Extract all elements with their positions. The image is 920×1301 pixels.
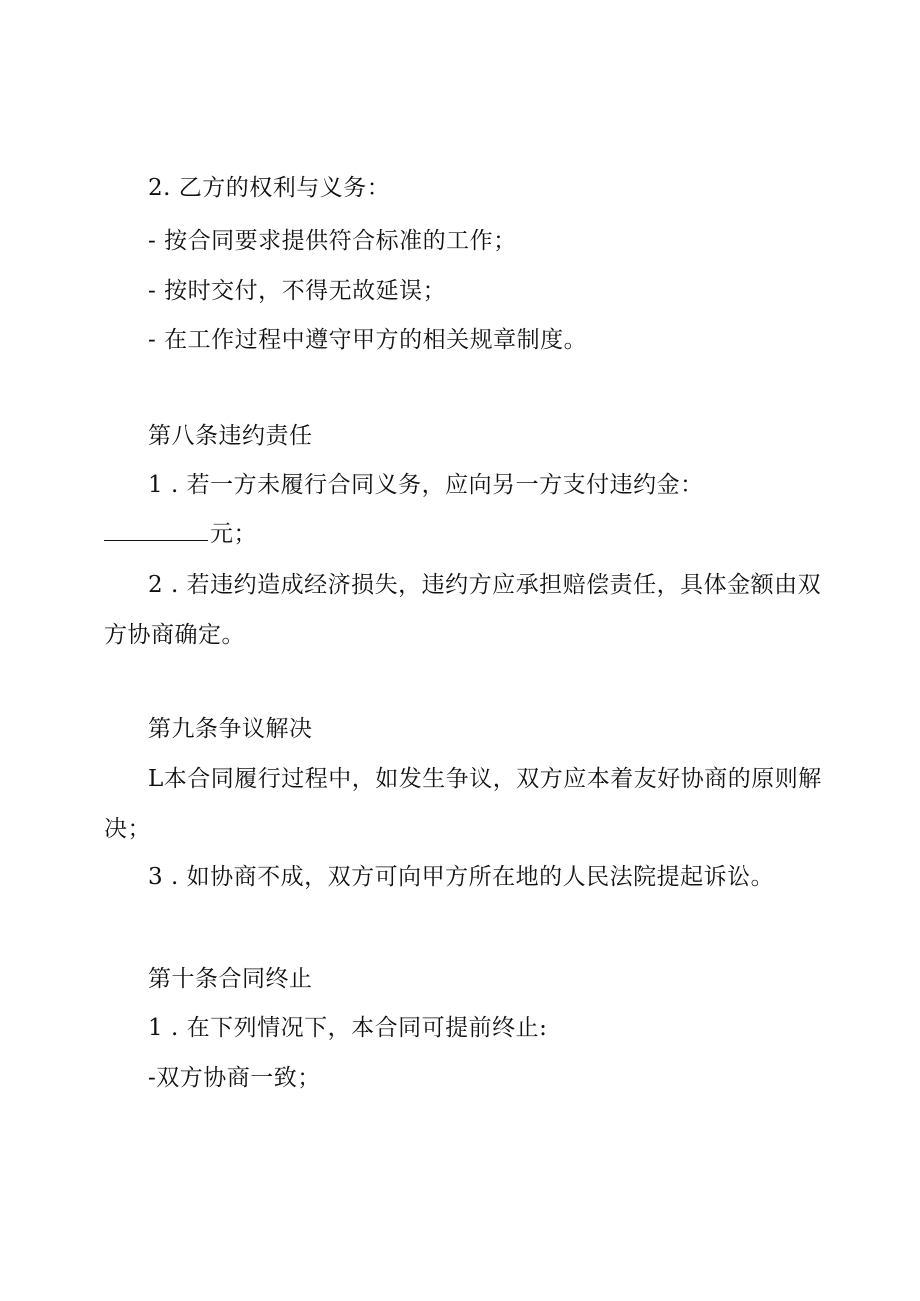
article-8-title: 第八条违约责任: [148, 423, 313, 449]
article-10-item: -双方协商一致；: [148, 1065, 321, 1091]
article-10-title: 第十条合同终止: [148, 966, 313, 992]
article-9-clause-1: L本合同履行过程中，如发生争议，双方应本着友好协商的原则解: [148, 766, 822, 792]
article-8-clause-2-cont: 方协商确定。: [104, 622, 245, 648]
party-b-obligation-item: - 按时交付，不得无故延误；: [148, 278, 447, 304]
party-b-rights-heading: 2. 乙方的权利与义务：: [148, 175, 391, 201]
article-10-clause-1: 1 . 在下列情况下，本合同可提前终止:: [148, 1015, 548, 1041]
article-9-title: 第九条争议解决: [148, 716, 313, 742]
article-9-clause-1-cont: 决；: [104, 816, 151, 842]
penalty-amount-line: [104, 519, 257, 549]
article-8-clause-1: 1 . 若一方未履行合同义务，应向另一方支付违约金：: [148, 472, 704, 498]
article-9-clause-3: 3 . 如协商不成，双方可向甲方所在地的人民法院提起诉讼。: [148, 864, 775, 890]
penalty-amount-unit: 元；: [210, 521, 257, 547]
party-b-obligation-item: - 按合同要求提供符合标准的工作；: [148, 228, 517, 254]
penalty-amount-blank: [104, 522, 208, 541]
party-b-obligation-item: - 在工作过程中遵守甲方的相关规章制度。: [148, 327, 588, 353]
article-8-clause-2: 2 . 若违约造成经济损失，违约方应承担赔偿责任，具体金额由双: [148, 572, 822, 598]
